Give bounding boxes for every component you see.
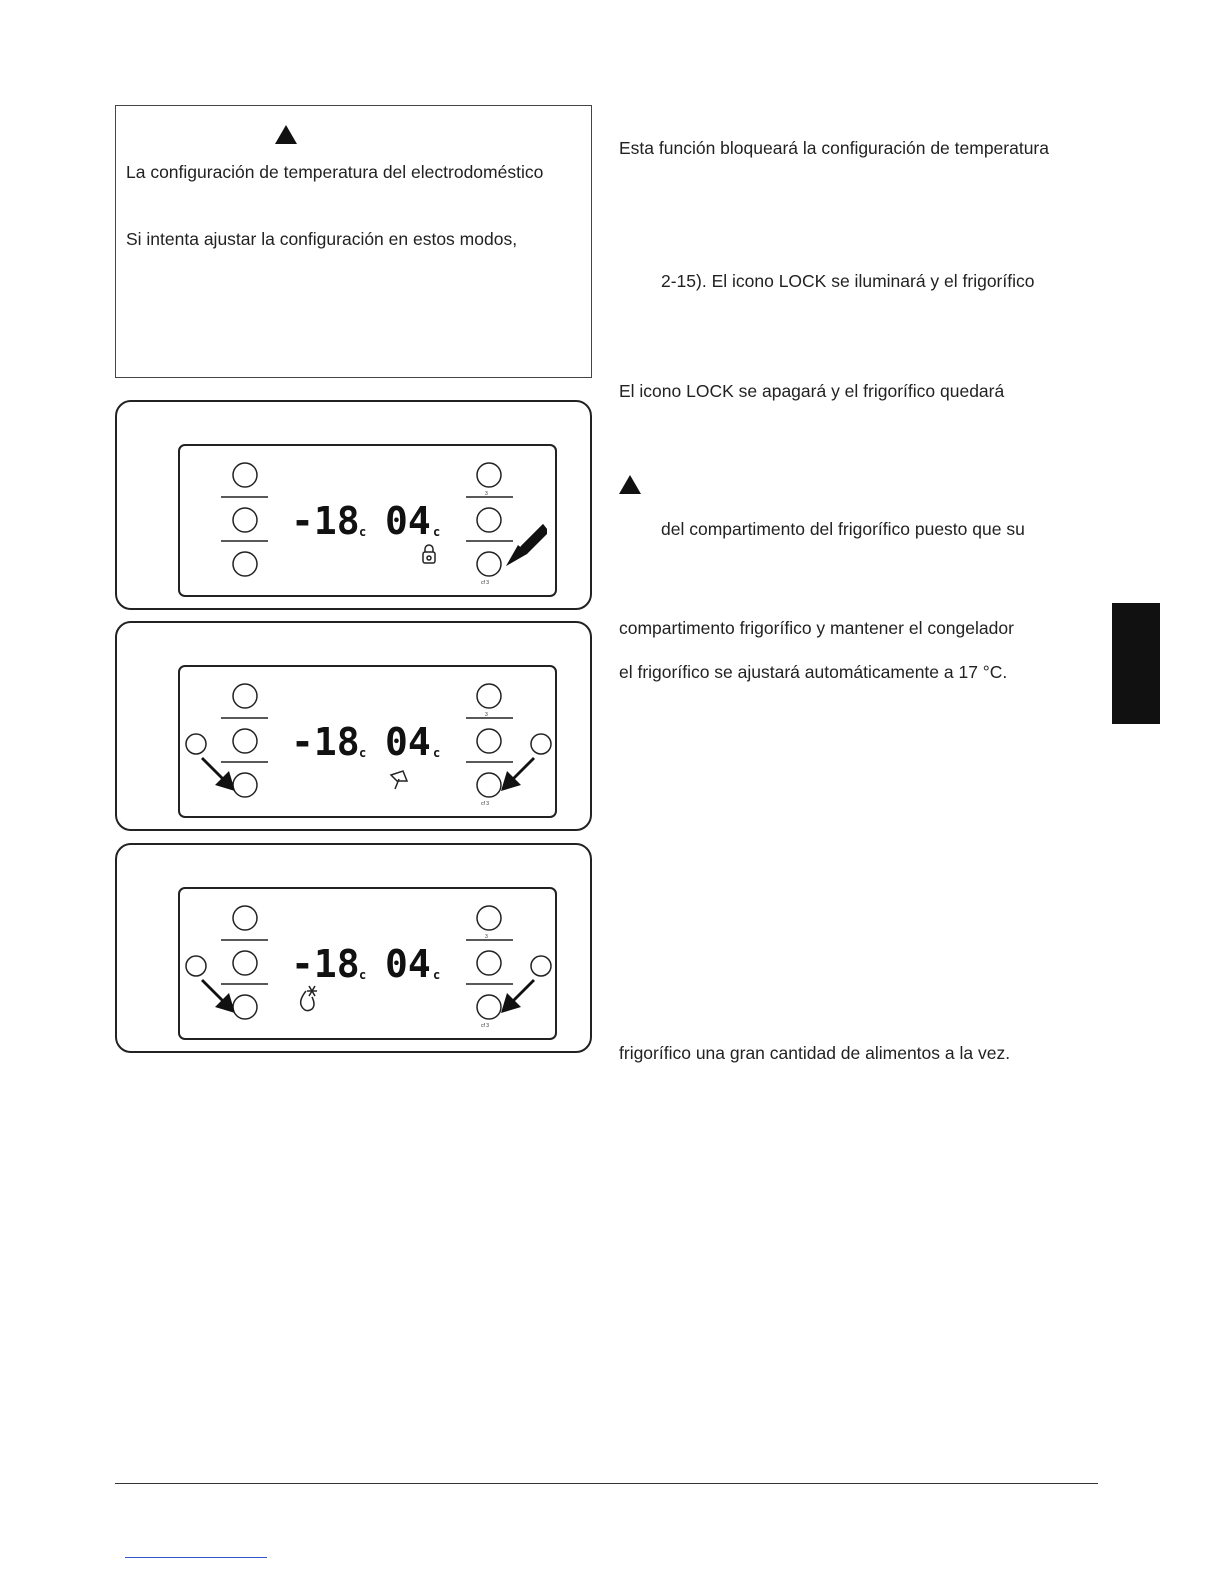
fridge-temp-display: 04 — [385, 720, 431, 764]
lock-icon — [423, 545, 435, 563]
control-panel-diagram — [117, 402, 594, 612]
svg-text:c: c — [359, 525, 367, 539]
figure-lock-panel — [115, 400, 592, 610]
fridge-temp-display: 04 — [385, 499, 431, 543]
control-panel-diagram — [117, 623, 594, 833]
control-panel-diagram — [117, 845, 594, 1055]
svg-text:c: c — [433, 746, 441, 760]
freezer-temp-display: -18 — [291, 942, 360, 986]
freezer-temp-display: -18 — [291, 720, 360, 764]
svg-text:3: 3 — [485, 934, 488, 940]
caution-triangle-icon — [619, 475, 641, 494]
footer-link-underline[interactable] — [125, 1557, 267, 1558]
paragraph-lock-icon-on: 2-15). El icono LOCK se iluminará y el frigorífico — [661, 271, 1035, 291]
svg-text:c: c — [359, 968, 367, 982]
figure-freeze-panel — [115, 843, 592, 1053]
warning-text-line2: Si intenta ajustar la configuración en estos modos, — [126, 229, 518, 249]
warning-text-line1: La configuración de temperatura del electrodoméstico — [126, 162, 544, 182]
paragraph-lock-icon-off: El icono LOCK se apagará y el frigorífico quedará — [619, 381, 1005, 401]
fridge-temp-display: 04 — [385, 942, 431, 986]
paragraph-lock-function: Esta función bloqueará la configuración de temperatura — [619, 138, 1049, 158]
section-tab — [1112, 603, 1160, 724]
paragraph-auto-17c: el frigorífico se ajustará automáticamente a 17 °C. — [619, 662, 1008, 682]
vacation-icon — [391, 771, 407, 789]
svg-text:3: 3 — [485, 712, 488, 718]
paragraph-fast-freeze: frigorífico una gran cantidad de alimentos a la vez. — [619, 1043, 1011, 1063]
ice-icon — [301, 986, 317, 1011]
warning-triangle-icon — [275, 125, 297, 144]
paragraph-fridge-compartment: del compartimento del frigorífico puesto que su — [661, 519, 1025, 539]
svg-text:cf 3: cf 3 — [481, 580, 490, 586]
freezer-temp-display: -18 — [291, 499, 360, 543]
svg-text:c: c — [433, 525, 441, 539]
footer-divider — [115, 1483, 1098, 1484]
svg-text:c: c — [433, 968, 441, 982]
paragraph-vacation-mode: compartimento frigorífico y mantener el congelador — [619, 618, 1014, 638]
svg-text:3: 3 — [485, 491, 488, 497]
svg-text:c: c — [359, 746, 367, 760]
figure-vacation-panel — [115, 621, 592, 831]
svg-text:cf 3: cf 3 — [481, 801, 490, 807]
svg-text:cf 3: cf 3 — [481, 1023, 490, 1029]
